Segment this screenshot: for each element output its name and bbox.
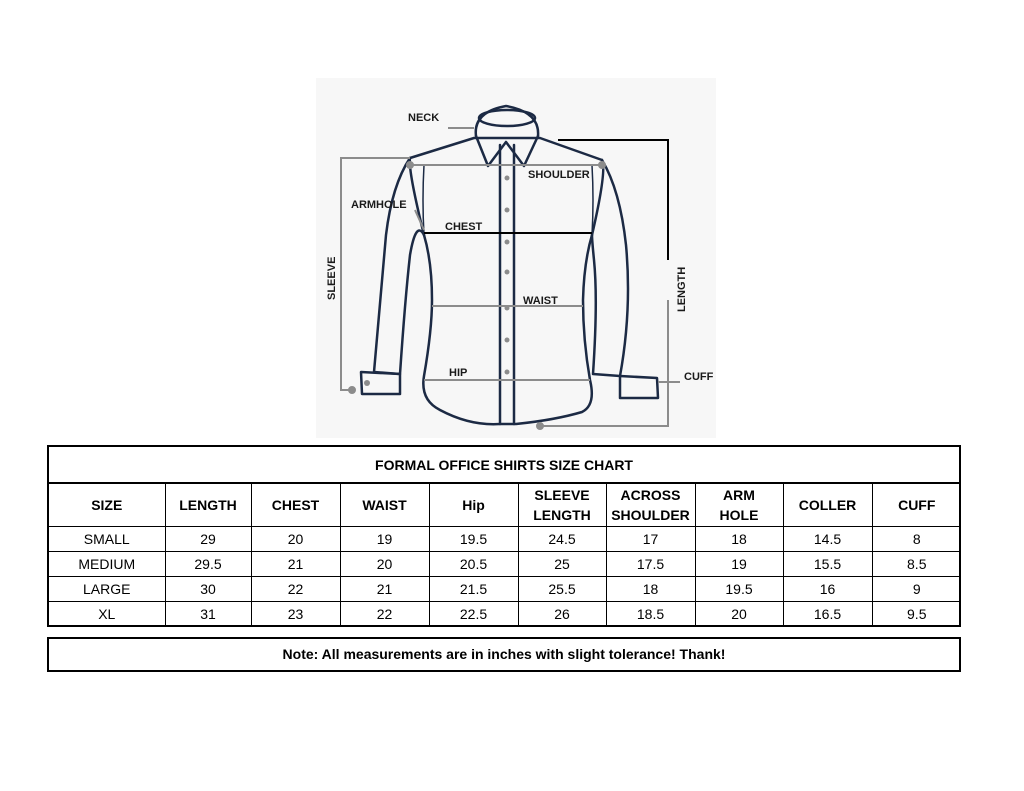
size-cell: LARGE: [49, 577, 165, 602]
measurement-cell: 18.5: [606, 602, 695, 627]
size-cell: SMALL: [49, 527, 165, 552]
measurement-cell: 25: [518, 552, 606, 577]
size-table: [49, 484, 961, 626]
length-label: LENGTH: [676, 266, 688, 312]
measurement-cell: 21.5: [429, 577, 518, 602]
diagram-background: [316, 78, 716, 438]
cuff-label: CUFF: [684, 371, 714, 383]
measurement-cell: 18: [606, 577, 695, 602]
measurement-cell: 21: [251, 552, 340, 577]
measurement-cell: 26: [518, 602, 606, 627]
column-header-line: LENGTH: [533, 507, 591, 523]
measurement-cell: 22: [251, 577, 340, 602]
table-body: [49, 527, 961, 627]
column-header: [518, 484, 606, 527]
column-header: [695, 484, 783, 527]
table-row: [49, 552, 961, 577]
measurement-cell: 29: [165, 527, 251, 552]
column-header: [49, 484, 165, 527]
measurement-cell: 25.5: [518, 577, 606, 602]
measurement-cell: 19: [695, 552, 783, 577]
chest-label: CHEST: [445, 221, 483, 233]
measurement-cell: 22: [340, 602, 429, 627]
column-header-line: SHOULDER: [611, 507, 690, 523]
column-header-line: WAIST: [362, 497, 407, 513]
measurement-cell: 31: [165, 602, 251, 627]
measurement-cell: 17.5: [606, 552, 695, 577]
measurement-cell: 9.5: [872, 602, 961, 627]
neck-label: NECK: [408, 112, 440, 124]
measurement-cell: 19: [340, 527, 429, 552]
column-header-line: CHEST: [271, 497, 320, 513]
table-row: [49, 602, 961, 627]
column-header: [340, 484, 429, 527]
measurement-cell: 29.5: [165, 552, 251, 577]
column-header-line: SIZE: [91, 497, 123, 513]
table-row: [49, 577, 961, 602]
measurement-cell: 23: [251, 602, 340, 627]
measurement-cell: 20: [340, 552, 429, 577]
column-header: [606, 484, 695, 527]
measurement-cell: 17: [606, 527, 695, 552]
measurement-cell: 22.5: [429, 602, 518, 627]
measurement-cell: 15.5: [783, 552, 872, 577]
column-header-line: LENGTH: [179, 497, 237, 513]
column-header: [251, 484, 340, 527]
column-header-line: COLLER: [798, 497, 857, 513]
table-header-row: [49, 484, 961, 527]
table-row: [49, 527, 961, 552]
size-chart-title: FORMAL OFFICE SHIRTS SIZE CHART: [49, 447, 959, 484]
measurement-cell: 8: [872, 527, 961, 552]
shoulder-label: SHOULDER: [528, 169, 590, 181]
measurement-cell: 16: [783, 577, 872, 602]
column-header: [783, 484, 872, 527]
sleeve-label: SLEEVE: [326, 256, 338, 300]
waist-label: WAIST: [523, 295, 558, 307]
measurement-cell: 21: [340, 577, 429, 602]
measurement-cell: 20.5: [429, 552, 518, 577]
measurement-cell: 24.5: [518, 527, 606, 552]
measurement-cell: 19.5: [695, 577, 783, 602]
column-header: [165, 484, 251, 527]
hip-label: HIP: [449, 367, 468, 379]
column-header-line: Hip: [462, 497, 485, 513]
size-chart: [47, 445, 961, 627]
measurement-cell: 9: [872, 577, 961, 602]
column-header-line: CUFF: [898, 497, 936, 513]
measurement-cell: 30: [165, 577, 251, 602]
measurement-cell: 14.5: [783, 527, 872, 552]
measurement-cell: 16.5: [783, 602, 872, 627]
measurement-cell: 20: [695, 602, 783, 627]
measurement-cell: 8.5: [872, 552, 961, 577]
column-header-line: HOLE: [719, 507, 759, 523]
armhole-label: ARMHOLE: [351, 199, 407, 211]
measurement-cell: 19.5: [429, 527, 518, 552]
column-header-line: ACROSS: [620, 487, 681, 503]
column-header: [429, 484, 518, 527]
measurement-cell: 18: [695, 527, 783, 552]
measurement-note: Note: All measurements are in inches with slight tolerance! Thank!: [47, 637, 961, 672]
column-header-line: SLEEVE: [534, 487, 590, 503]
size-cell: MEDIUM: [49, 552, 165, 577]
column-header-line: ARM: [723, 487, 755, 503]
column-header: [872, 484, 961, 527]
size-cell: XL: [49, 602, 165, 627]
measurement-cell: 20: [251, 527, 340, 552]
